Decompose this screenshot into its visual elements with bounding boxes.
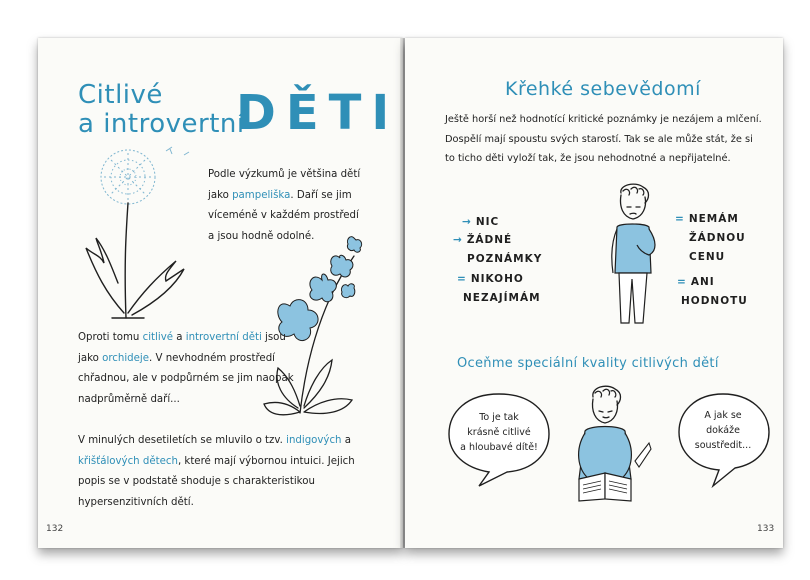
- arrow-icon: →: [453, 234, 463, 246]
- orchid-paragraph: [78, 328, 300, 410]
- intro-paragraph-right: Ještě horší než hodnotící kritické poznámky je nezájem a mlčení. Dospělí mají spoustu svých starostí. Tak se ale může stát, že si to ticho děti vyloží tak, že jsou nehodnotné a nepřijatelné.: [445, 114, 762, 164]
- para2-text-2: a: [176, 332, 183, 343]
- para2-text-3: jsou jako: [78, 332, 286, 364]
- highlight-kristalovych-detech: křišťálových dětech: [78, 455, 178, 467]
- dandelion-illustration: [66, 143, 201, 323]
- label-nic: → NIC: [462, 216, 500, 228]
- reading-boy-illustration: [565, 383, 655, 503]
- page-number-right: 133: [757, 524, 775, 534]
- label-zadne-poznamky: → ŽÁDNÉ POZNÁMKY: [453, 234, 543, 265]
- arrow-icon: →: [462, 216, 472, 228]
- para1-text-2: . Daří se jim víceméně v každém prostředí a jsou hodně odolné.: [208, 189, 359, 242]
- para3-text-2: a: [344, 435, 352, 446]
- bubble-right-text: A jak se dokáže soustředit...: [694, 410, 752, 451]
- para1-text-1: Podle výzkumů je většina dětí jako: [208, 169, 361, 201]
- highlight-pampeliska: pampeliška: [232, 189, 291, 201]
- label-ani-hodnotu: = ANI HODNOTU: [677, 276, 748, 307]
- equals-icon: =: [457, 273, 467, 285]
- title-big-word: DĚTI: [236, 85, 400, 141]
- highlight-indigovych: indigových: [286, 435, 342, 446]
- label-nemam-zadnou-cenu: = NEMÁM ŽÁDNOU CENU: [675, 213, 746, 263]
- title-line-1: Citlivé: [78, 80, 163, 110]
- para2-text-4: . V nevhodném prostředí chřadnou, ale v podpůrném se jim naopak nadprůměrně daří...: [78, 352, 294, 405]
- left-page: [38, 38, 403, 548]
- section-subtitle: Oceňme speciální kvality citlivých dětí: [457, 356, 719, 371]
- section-title: Křehké sebevědomí: [505, 78, 701, 100]
- indigo-paragraph: [78, 431, 363, 513]
- highlight-citlive: citlivé: [142, 332, 173, 343]
- para2-text-1: Oproti tomu: [78, 332, 140, 343]
- page-number-left: 132: [46, 524, 64, 534]
- highlight-orchideje: orchideje: [102, 352, 150, 364]
- para3-text-3: , které mají výbornou intuici. Jejich popis se v podstatě shoduje s charakteristikou hypersenzitivních dětí.: [78, 455, 355, 508]
- bubble-left-text: To je tak krásně citlivé a hloubavé dítě!: [460, 412, 538, 453]
- sad-boy-illustration: [605, 183, 665, 328]
- equals-icon: =: [677, 276, 687, 288]
- label-nikoho-nezajimam: = NIKOHO NEZAJÍMÁM: [457, 273, 541, 304]
- book-spread: [38, 38, 783, 548]
- highlight-introvertni-deti: introvertní děti: [185, 332, 262, 343]
- para3-text-1: V minulých desetiletích se mluvilo o tzv.: [78, 435, 283, 446]
- title-line-2: a introvertní: [78, 109, 245, 139]
- right-page: [405, 38, 783, 548]
- equals-icon: =: [675, 213, 685, 225]
